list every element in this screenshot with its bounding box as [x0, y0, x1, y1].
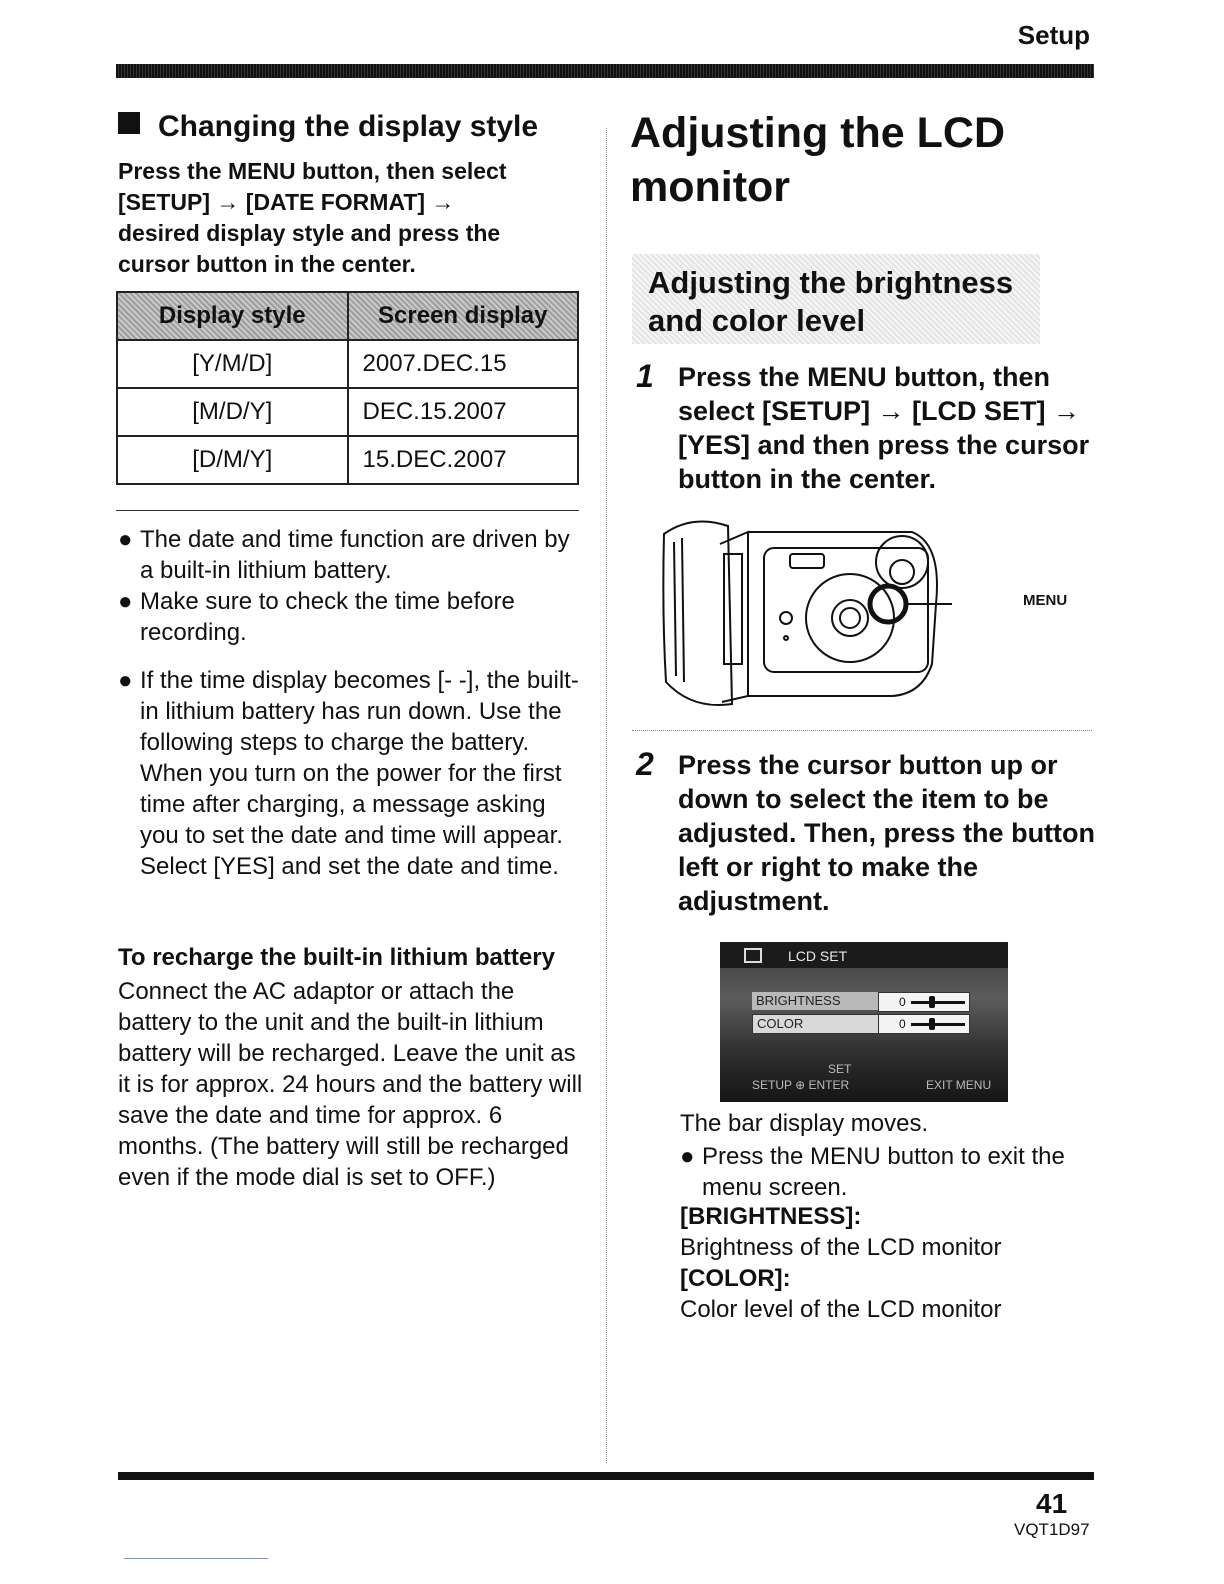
top-divider [116, 64, 1094, 78]
camcorder-illustration [652, 514, 952, 714]
slider-knob-icon [929, 1018, 935, 1030]
table-cell: [Y/M/D] [117, 340, 348, 388]
bullet-dot-icon: ● [118, 526, 133, 553]
table-row [117, 436, 578, 484]
bullet-dot-icon: ● [118, 667, 133, 694]
instruction-line: Press the MENU button, then select [118, 158, 507, 184]
step-number: 1 [636, 358, 654, 394]
list-item: ● The date and time function are driven by a built-in lithium battery. [118, 526, 570, 584]
footer-line [124, 1558, 268, 1559]
table-cell: [M/D/Y] [117, 388, 348, 436]
table-header-cell: Display style [117, 292, 348, 340]
section-heading [118, 110, 538, 144]
step-text: Press the cursor button up or down to select the item to be adjusted. Then, press the button left or right to make the adjustment. [678, 750, 1096, 916]
lcd-item-color: COLOR [752, 1014, 882, 1034]
table-header-row [117, 292, 578, 340]
model-code: VQT1D97 [1014, 1520, 1090, 1539]
step-divider [632, 730, 1092, 732]
column-divider [606, 128, 607, 1463]
square-bullet-icon [118, 112, 140, 134]
lcd-slider-color: 0 [878, 1014, 970, 1034]
lcd-item-brightness: BRIGHTNESS [752, 992, 880, 1010]
caption: The bar display moves. [680, 1110, 929, 1137]
table-cell: [D/M/Y] [117, 436, 348, 484]
lcd-setup-enter-label: SETUP ⊕ ENTER [752, 1078, 850, 1092]
page-title: Adjusting the LCD monitor [630, 109, 1006, 211]
menu-page-icon [744, 948, 762, 963]
instruction-line: [SETUP] → [DATE FORMAT] → [118, 189, 455, 215]
definition-description: Color level of the LCD monitor [680, 1296, 1002, 1323]
table-cell: DEC.15.2007 [348, 388, 579, 436]
lcd-slider-brightness: 0 [878, 992, 970, 1012]
bottom-divider [118, 1472, 1094, 1480]
step-number: 2 [636, 746, 654, 782]
definition-term: [BRIGHTNESS]: [680, 1203, 862, 1230]
lcd-exit-label: EXIT MENU [926, 1078, 992, 1092]
lcd-title-bar [720, 942, 1008, 968]
table-cell: 2007.DEC.15 [348, 340, 579, 388]
subheading: Adjusting the brightness and color level [648, 265, 1014, 338]
definition-term: [COLOR]: [680, 1265, 791, 1292]
lcd-set-label: SET [828, 1062, 852, 1076]
table-row [117, 340, 578, 388]
recharge-heading: To recharge the built-in lithium battery [118, 944, 555, 971]
page-number: 41 [1036, 1488, 1068, 1519]
section-heading-text: Changing the display style [158, 110, 539, 143]
step-text: Press the MENU button, then select [SETUP] → [LCD SET] → [YES] and then press the cursor button in the center. [678, 362, 1090, 494]
recharge-body: Connect the AC adaptor or attach the battery to the unit and the built-in lithium battery will be recharged. Leave the unit as it is for approx. 24 hours and the battery will save the date and time for approx. 6 months. (The battery will still be recharged even if the mode dial is set to OFF.) [118, 978, 583, 1191]
slider-knob-icon [929, 996, 935, 1008]
date-format-table [116, 291, 579, 485]
table-divider [116, 510, 579, 511]
list-item: ● If the time display becomes [- -], the built-in lithium battery has run down. Use the following steps to charge the battery. When you turn on the power for the first time after charging, a message asking you to set the date and time will appear. Select [YES] and set the date and time. [118, 667, 579, 880]
menu-callout-label: MENU [1023, 592, 1068, 609]
table-row [117, 388, 578, 436]
lcd-title: LCD SET [788, 948, 848, 964]
lcd-menu-screenshot [720, 942, 1008, 1102]
bullet-dot-icon: ● [118, 588, 133, 615]
list-item: ● Make sure to check the time before recording. [118, 588, 515, 646]
instruction-line: cursor button in the center. [118, 251, 416, 277]
section-label: Setup [1017, 20, 1090, 50]
table-header-cell: Screen display [348, 292, 579, 340]
definition-description: Brightness of the LCD monitor [680, 1234, 1002, 1261]
instruction-line: desired display style and press the [118, 220, 501, 246]
bullet-dot-icon: ● [680, 1143, 695, 1170]
list-item: ● Press the MENU button to exit the menu screen. [680, 1143, 1065, 1201]
table-cell: 15.DEC.2007 [348, 436, 579, 484]
